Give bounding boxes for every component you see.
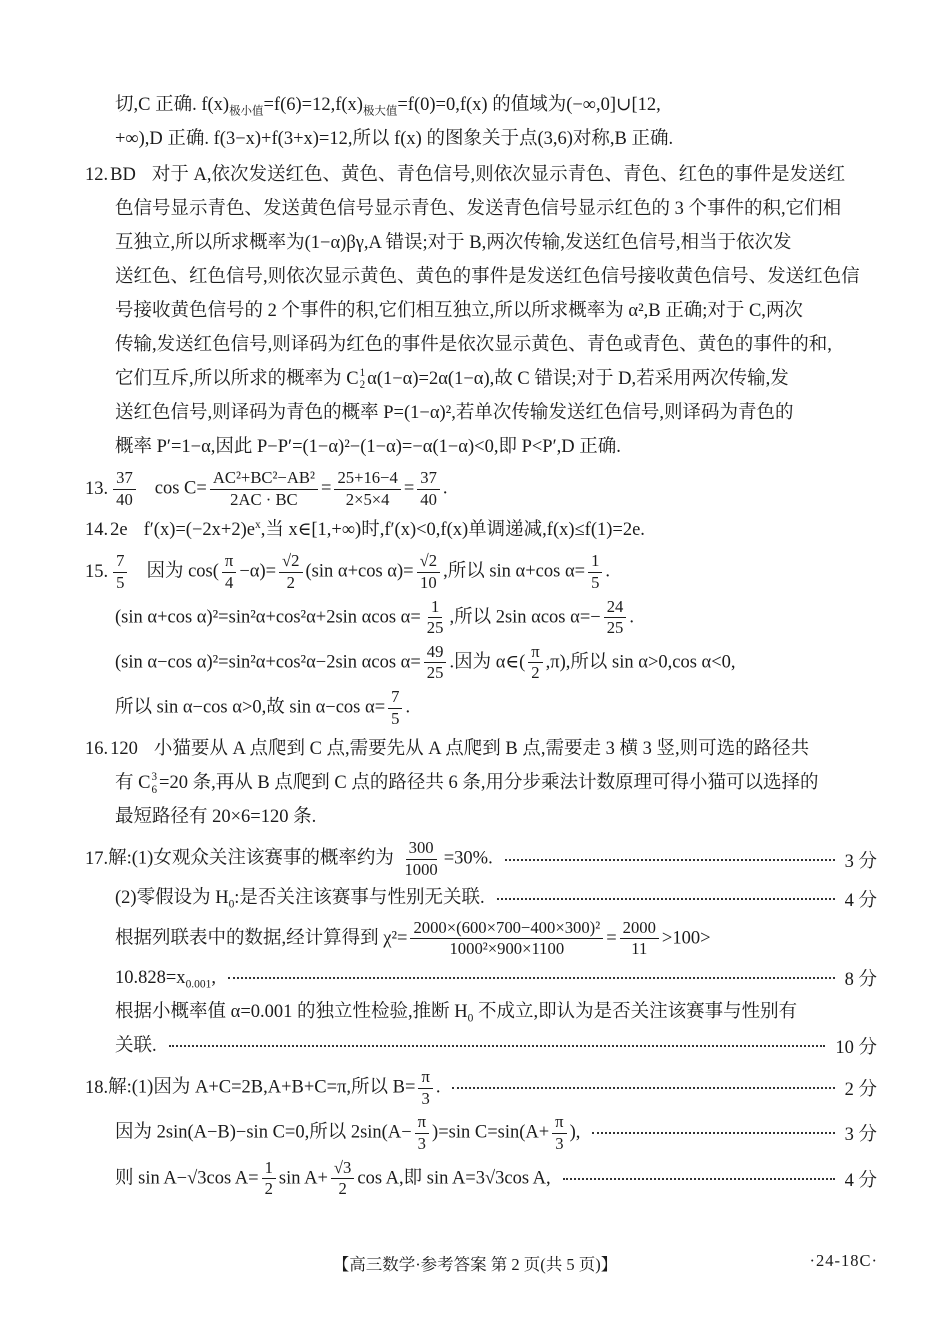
problem-15	[85, 550, 877, 730]
subscript: 0	[467, 1012, 474, 1025]
solution-text: 因为 2sin(A−B)−sin C=0,所以 2sin(A− $\frac{\pi}{3}$ )=sin C=sin(A+ $\frac{\pi}{3}$ ),	[115, 1112, 581, 1153]
solution-line	[115, 962, 877, 995]
superscript: 3	[151, 771, 158, 784]
fraction	[331, 1159, 354, 1199]
solution-line	[115, 1111, 877, 1155]
numerator: 300	[406, 839, 437, 860]
score-label: 2 分	[844, 1080, 877, 1101]
solution-line	[115, 1157, 877, 1201]
denominator: 2×5×4	[345, 489, 390, 509]
denominator: 5	[391, 708, 400, 728]
denominator: 40	[116, 489, 133, 509]
problem-number: 18.	[85, 1077, 109, 1098]
solution-line	[115, 261, 877, 294]
denominator: 3	[417, 1133, 426, 1153]
fraction	[113, 469, 136, 509]
solution-text: $f'(x)=(-2x+2)e^x$,当 x∈[1,+∞)时,f′(x)<0,f(x)单调递减,f(x)≤f(1)=2e.	[143, 518, 645, 540]
solution-text: 号接收黄色信号的 2 个事件的积,它们相互独立,所以所求概率为 α²,B 正确;对于 C,两次	[115, 300, 803, 321]
solution-line	[85, 467, 877, 511]
solution-text: (sin α+cos α)²=sin²α+cos²α+2sin αcos α= $\frac{1}{25}$ ,所以 2sin αcos α=− $\frac{24}{25}$ .	[115, 596, 634, 638]
problem-16	[85, 733, 877, 834]
dotted-leader	[497, 898, 835, 900]
fraction	[604, 598, 627, 638]
solution-line	[115, 1030, 877, 1063]
problem-answer: 2e	[110, 519, 128, 540]
score-label: 8 分	[844, 970, 877, 991]
problem-number: 17.	[85, 849, 109, 870]
numerator: AC²+BC²−AB²	[210, 469, 318, 490]
continued-solution	[85, 89, 877, 156]
denominator: 2	[338, 1179, 347, 1199]
numerator: √3	[331, 1159, 354, 1180]
dotted-leader	[452, 1087, 834, 1089]
dotted-leader	[169, 1045, 826, 1047]
denominator: 3	[421, 1088, 430, 1108]
fraction	[410, 919, 603, 959]
solution-text: 根据列联表中的数据,经计算得到 χ²= $\frac{\text{2000×(600×700−400×300)²}}{\text{1000²×900×1100}}$ = $\frac{2000}{11}$ >100>	[115, 917, 711, 959]
fraction	[415, 1113, 429, 1153]
denominator: 25	[606, 618, 624, 638]
denominator: 40	[420, 489, 437, 509]
score-label: 3 分	[844, 851, 877, 872]
solution-line	[85, 159, 877, 192]
numerator: 7	[113, 552, 127, 573]
solution-text: 小猫要从 A 点爬到 C 点,需要先从 A 点爬到 B 点,需要走 3 横 3 竖,则可选的路径共	[153, 739, 810, 760]
solution-line	[115, 193, 877, 226]
fraction	[334, 469, 400, 509]
solution-text: 传输,发送红色信号,则译码为红色的事件是依次显示黄色、青色或青色、黄色的事件的和,	[115, 334, 832, 355]
solution-line	[85, 514, 877, 547]
subscript: 极小值	[229, 105, 264, 118]
fraction	[388, 688, 402, 728]
denominator: 10	[420, 572, 437, 592]
solution-text: 解:(1)女观众关注该赛事的概率约为 $\frac{300}{1000}$ =30%.	[108, 838, 493, 880]
solution-line	[115, 431, 877, 464]
solution-line	[85, 733, 877, 766]
fraction	[222, 552, 236, 592]
numerator: 37	[417, 469, 440, 490]
solution-line	[115, 767, 877, 800]
superscript: x	[254, 518, 261, 531]
problem-answer	[110, 550, 130, 594]
denominator: 3	[555, 1133, 564, 1153]
solution-text: (2)零假设为 $H_0$:是否关注该赛事与性别无关联.	[115, 888, 485, 911]
score-label: 4 分	[844, 1170, 877, 1191]
fraction	[401, 839, 440, 879]
solution-text: +∞),D 正确. f(3−x)+f(3+x)=12,所以 f(x) 的图象关于点(3,6)对称,B 正确.	[115, 128, 674, 149]
numerator: 1	[428, 598, 442, 619]
score-label: 3 分	[844, 1125, 877, 1146]
subscript: 0	[228, 899, 235, 911]
denominator: 1000²×900×1100	[449, 939, 565, 959]
denominator: 11	[631, 939, 648, 959]
solution-text: 根据小概率值 α=0.001 的独立性检验,推断 $H_0$ 不成立,即认为是否关注该赛事与性别有	[115, 1001, 798, 1025]
solution-text: 所以 sin α−cos α>0,故 sin α−cos α= $\frac{7}{5}$ .	[115, 687, 411, 728]
problem-13	[85, 467, 877, 511]
problem-12	[85, 159, 877, 464]
fraction	[620, 919, 659, 959]
dotted-leader	[505, 859, 835, 861]
fraction	[424, 643, 447, 683]
numerator: 1	[262, 1159, 276, 1180]
solution-line	[115, 917, 877, 961]
numerator: 25+16−4	[334, 469, 400, 490]
problem-number: 16.	[85, 739, 109, 760]
solution-line	[85, 837, 877, 881]
solution-line	[115, 329, 877, 362]
problem-number: 15.	[85, 561, 109, 582]
denominator: 2	[264, 1179, 273, 1199]
problem-answer: 120	[110, 739, 138, 760]
problem-18	[85, 1066, 877, 1201]
denominator: 1000	[404, 860, 438, 880]
numerator: 37	[113, 469, 136, 490]
dotted-leader	[228, 977, 835, 979]
denominator: 5	[591, 572, 600, 592]
solution-text: 概率 P′=1−α,因此 P−P′=(1−α)²−(1−α)=−α(1−α)<0,即 P<P′,D 正确.	[115, 436, 621, 457]
numerator: π	[222, 552, 236, 573]
denominator: 4	[224, 572, 234, 592]
subscript: 极大值	[362, 105, 398, 118]
solution-text: 最短路径有 20×6=120 条.	[115, 807, 317, 828]
solution-line	[115, 641, 877, 685]
page-footer	[0, 1251, 950, 1275]
problem-answer	[110, 467, 139, 511]
solution-text: 切,C 正确. $f(x)_{极小值}=f(6)=12,f(x)_{极大值}=f(0)=0,f(x)$ 的值域为(−∞,0]∪[12,	[115, 94, 661, 118]
solution-text: 对于 A,依次发送红色、黄色、青色信号,则依次显示青色、青色、红色的事件是发送红	[151, 164, 846, 185]
footer-title: 【高三数学·参考答案 第 2 页(共 5 页)】	[332, 1255, 618, 1274]
score-label: 10 分	[835, 1038, 877, 1059]
problem-number: 14.	[85, 520, 109, 541]
dotted-leader	[592, 1132, 834, 1134]
fraction	[552, 1113, 566, 1153]
denominator: 25	[426, 663, 444, 683]
solution-text: 因为 cos( $\frac{\pi}{4}$ −α)= $\frac{√2}{2}$ (sin α+cos α)= $\frac{√2}{10}$ ,所以 sin α+cos α= $\frac{1}{5}$ .	[146, 551, 611, 592]
numerator: π	[418, 1068, 432, 1089]
denominator: 25	[426, 618, 444, 638]
superscript: 1	[359, 366, 366, 379]
numerator: 24	[604, 598, 627, 619]
solution-text: 它们互斥,所以所求的概率为 C 1 2 α(1−α)=2α(1−α),故 C 错误;对于 D,若采用两次传输,发	[115, 366, 789, 392]
denominator: 2AC · BC	[230, 489, 298, 509]
solution-line	[115, 596, 877, 640]
numerator: √2	[279, 552, 302, 573]
solution-text: 解:(1)因为 A+C=2B,A+B+C=π,所以 B= $\frac{\pi}{3}$ .	[108, 1066, 441, 1108]
problem-17	[85, 837, 877, 1063]
solution-line	[115, 363, 877, 396]
numerator: 2000	[620, 919, 659, 940]
solution-text: $10.828=x_{0.001}$,	[115, 967, 216, 991]
solution-line	[85, 1066, 877, 1110]
fraction	[113, 552, 127, 592]
solution-text: 关联.	[115, 1035, 157, 1056]
fraction	[417, 469, 440, 509]
problem-14	[85, 514, 877, 547]
solution-text: 则 sin A−√3cos A= $\frac{1}{2}$ sin A+ $\frac{√3}{2}$ cos A,即 sin A=3√3cos A,	[115, 1157, 551, 1199]
fraction	[418, 1068, 432, 1108]
footer-page-code: ·24-18C·	[809, 1251, 878, 1270]
fraction	[588, 552, 602, 592]
solution-line	[115, 686, 877, 730]
subscript: 0.001	[185, 978, 212, 991]
numerator: π	[415, 1113, 429, 1134]
fraction	[262, 1159, 276, 1199]
problem-number: 12.	[85, 165, 109, 185]
score-label: 4 分	[844, 891, 877, 912]
denominator: 5	[116, 572, 125, 592]
solution-line	[115, 801, 877, 834]
fraction	[528, 643, 542, 683]
numerator: π	[528, 643, 542, 664]
solution-text: 有 C 3 6 =20 条,再从 B 点爬到 C 点的路径共 6 条,用分步乘法计数原理可得小猫可以选择的	[115, 771, 819, 796]
solution-line	[115, 227, 877, 260]
numerator: 49	[424, 643, 447, 664]
numerator: 1	[588, 552, 602, 573]
fraction	[417, 552, 440, 592]
super-subscript	[360, 367, 366, 393]
solution-text: 互独立,所以所求概率为(1−α)βγ,A 错误;对于 B,两次传输,发送红色信号,相当于依次发	[115, 232, 792, 253]
fraction	[424, 598, 447, 638]
dotted-leader	[563, 1178, 835, 1180]
solution-text: cos C= $\frac{\text{AC²+BC²−AB²}}{2AC \cdot BC}$ = $\frac{25+16-4}{2\times 5\times 4}$ = $\frac{37}{40}$ .	[154, 468, 448, 509]
solution-text: 送红色信号,则译码为青色的概率 P=(1−α)²,若单次传输发送红色信号,则译码为青色的	[115, 402, 794, 423]
solutions-body	[85, 88, 877, 1204]
super-subscript	[151, 771, 157, 797]
problem-answer: BD	[110, 164, 136, 185]
numerator: π	[552, 1113, 566, 1134]
solution-line	[115, 89, 877, 122]
solution-line	[115, 295, 877, 328]
solution-text: (sin α−cos α)²=sin²α+cos²α−2sin αcos α= $\frac{49}{25}$ .因为 α∈( $\frac{\pi}{2}$ ,π),所以 sin α>0,cos α<0,	[115, 641, 736, 683]
denominator: 2	[286, 572, 295, 592]
solution-line	[115, 123, 877, 156]
solution-text: 色信号显示青色、发送黄色信号显示青色、发送青色信号显示红色的 3 个事件的积,它们相	[115, 198, 842, 219]
solution-text: 送红色、红色信号,则依次显示黄色、黄色的事件是发送红色信号接收黄色信号、发送红色信	[115, 266, 860, 287]
subscript: 6	[151, 783, 158, 796]
numerator: √2	[417, 552, 440, 573]
numerator: 2000×(600×700−400×300)²	[410, 919, 603, 940]
fraction	[279, 552, 302, 592]
subscript: 2	[359, 379, 366, 392]
denominator: 2	[531, 663, 540, 683]
problem-number: 13.	[85, 478, 109, 499]
fraction	[210, 469, 318, 509]
solution-line	[115, 883, 877, 916]
solution-line	[115, 996, 877, 1029]
solution-line	[85, 550, 877, 594]
solution-line	[115, 397, 877, 430]
numerator: 7	[388, 688, 402, 709]
